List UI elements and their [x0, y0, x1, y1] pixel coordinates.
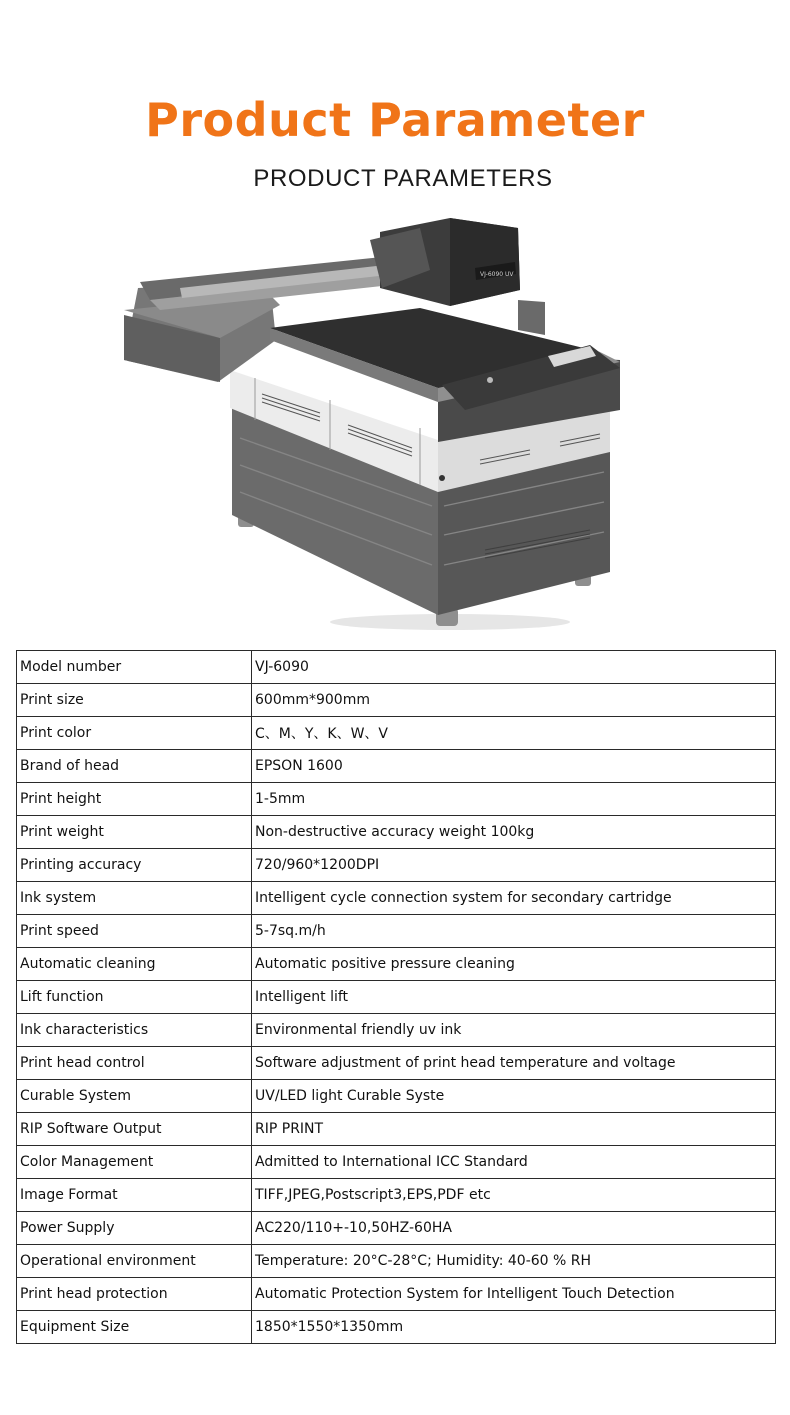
spec-label: Power Supply — [17, 1212, 252, 1245]
spec-table — [16, 650, 776, 1344]
spec-label: Equipment Size — [17, 1311, 252, 1344]
spec-value: Admitted to International ICC Standard — [252, 1146, 776, 1179]
spec-row — [17, 948, 776, 981]
spec-value: Environmental friendly uv ink — [252, 1014, 776, 1047]
spec-value: Non-destructive accuracy weight 100kg — [252, 816, 776, 849]
page-title: Product Parameter — [145, 93, 645, 147]
spec-label: Print size — [17, 684, 252, 717]
spec-row — [17, 1014, 776, 1047]
spec-label: Curable System — [17, 1080, 252, 1113]
spec-label: Brand of head — [17, 750, 252, 783]
spec-row — [17, 1080, 776, 1113]
spec-label: Printing accuracy — [17, 849, 252, 882]
spec-value: Intelligent lift — [252, 981, 776, 1014]
spec-value: EPSON 1600 — [252, 750, 776, 783]
spec-row — [17, 1278, 776, 1311]
spec-row — [17, 882, 776, 915]
spec-value: 720/960*1200DPI — [252, 849, 776, 882]
spec-label: Print head control — [17, 1047, 252, 1080]
spec-label: Operational environment — [17, 1245, 252, 1278]
spec-value: C、M、Y、K、W、V — [252, 717, 776, 750]
spec-row — [17, 1245, 776, 1278]
spec-label: Automatic cleaning — [17, 948, 252, 981]
spec-value: 600mm*900mm — [252, 684, 776, 717]
spec-row — [17, 783, 776, 816]
spec-label: Ink system — [17, 882, 252, 915]
spec-value: Automatic Protection System for Intelligent Touch Detection — [252, 1278, 776, 1311]
spec-label: Print height — [17, 783, 252, 816]
spec-label: Model number — [17, 651, 252, 684]
spec-label: Print speed — [17, 915, 252, 948]
uv-printer-image — [120, 210, 630, 635]
spec-label: RIP Software Output — [17, 1113, 252, 1146]
spec-row — [17, 717, 776, 750]
spec-row — [17, 1311, 776, 1344]
spec-value: VJ-6090 — [252, 651, 776, 684]
spec-value: 5-7sq.m/h — [252, 915, 776, 948]
spec-row — [17, 1047, 776, 1080]
spec-value: 1850*1550*1350mm — [252, 1311, 776, 1344]
spec-value: Intelligent cycle connection system for secondary cartridge — [252, 882, 776, 915]
spec-label: Print color — [17, 717, 252, 750]
spec-row — [17, 750, 776, 783]
spec-row — [17, 1146, 776, 1179]
spec-row — [17, 684, 776, 717]
carriage-panel-label: VJ-6090 UV — [480, 271, 514, 278]
spec-value: Automatic positive pressure cleaning — [252, 948, 776, 981]
spec-row — [17, 849, 776, 882]
spec-row — [17, 1212, 776, 1245]
spec-row — [17, 1113, 776, 1146]
spec-label: Color Management — [17, 1146, 252, 1179]
spec-label: Image Format — [17, 1179, 252, 1212]
spec-row — [17, 651, 776, 684]
spec-label: Print weight — [17, 816, 252, 849]
spec-row — [17, 1179, 776, 1212]
spec-value: AC220/110+-10,50HZ-60HA — [252, 1212, 776, 1245]
spec-row — [17, 981, 776, 1014]
spec-value: Temperature: 20°C-28°C; Humidity: 40-60 % RH — [252, 1245, 776, 1278]
spec-value: 1-5mm — [252, 783, 776, 816]
spec-row — [17, 915, 776, 948]
spec-value: TIFF,JPEG,Postscript3,EPS,PDF etc — [252, 1179, 776, 1212]
spec-row — [17, 816, 776, 849]
spec-label: Ink characteristics — [17, 1014, 252, 1047]
spec-value: Software adjustment of print head temperature and voltage — [252, 1047, 776, 1080]
spec-label: Lift function — [17, 981, 252, 1014]
page-subtitle: PRODUCT PARAMETERS — [253, 165, 553, 192]
spec-value: UV/LED light Curable Syste — [252, 1080, 776, 1113]
spec-label: Print head protection — [17, 1278, 252, 1311]
spec-value: RIP PRINT — [252, 1113, 776, 1146]
